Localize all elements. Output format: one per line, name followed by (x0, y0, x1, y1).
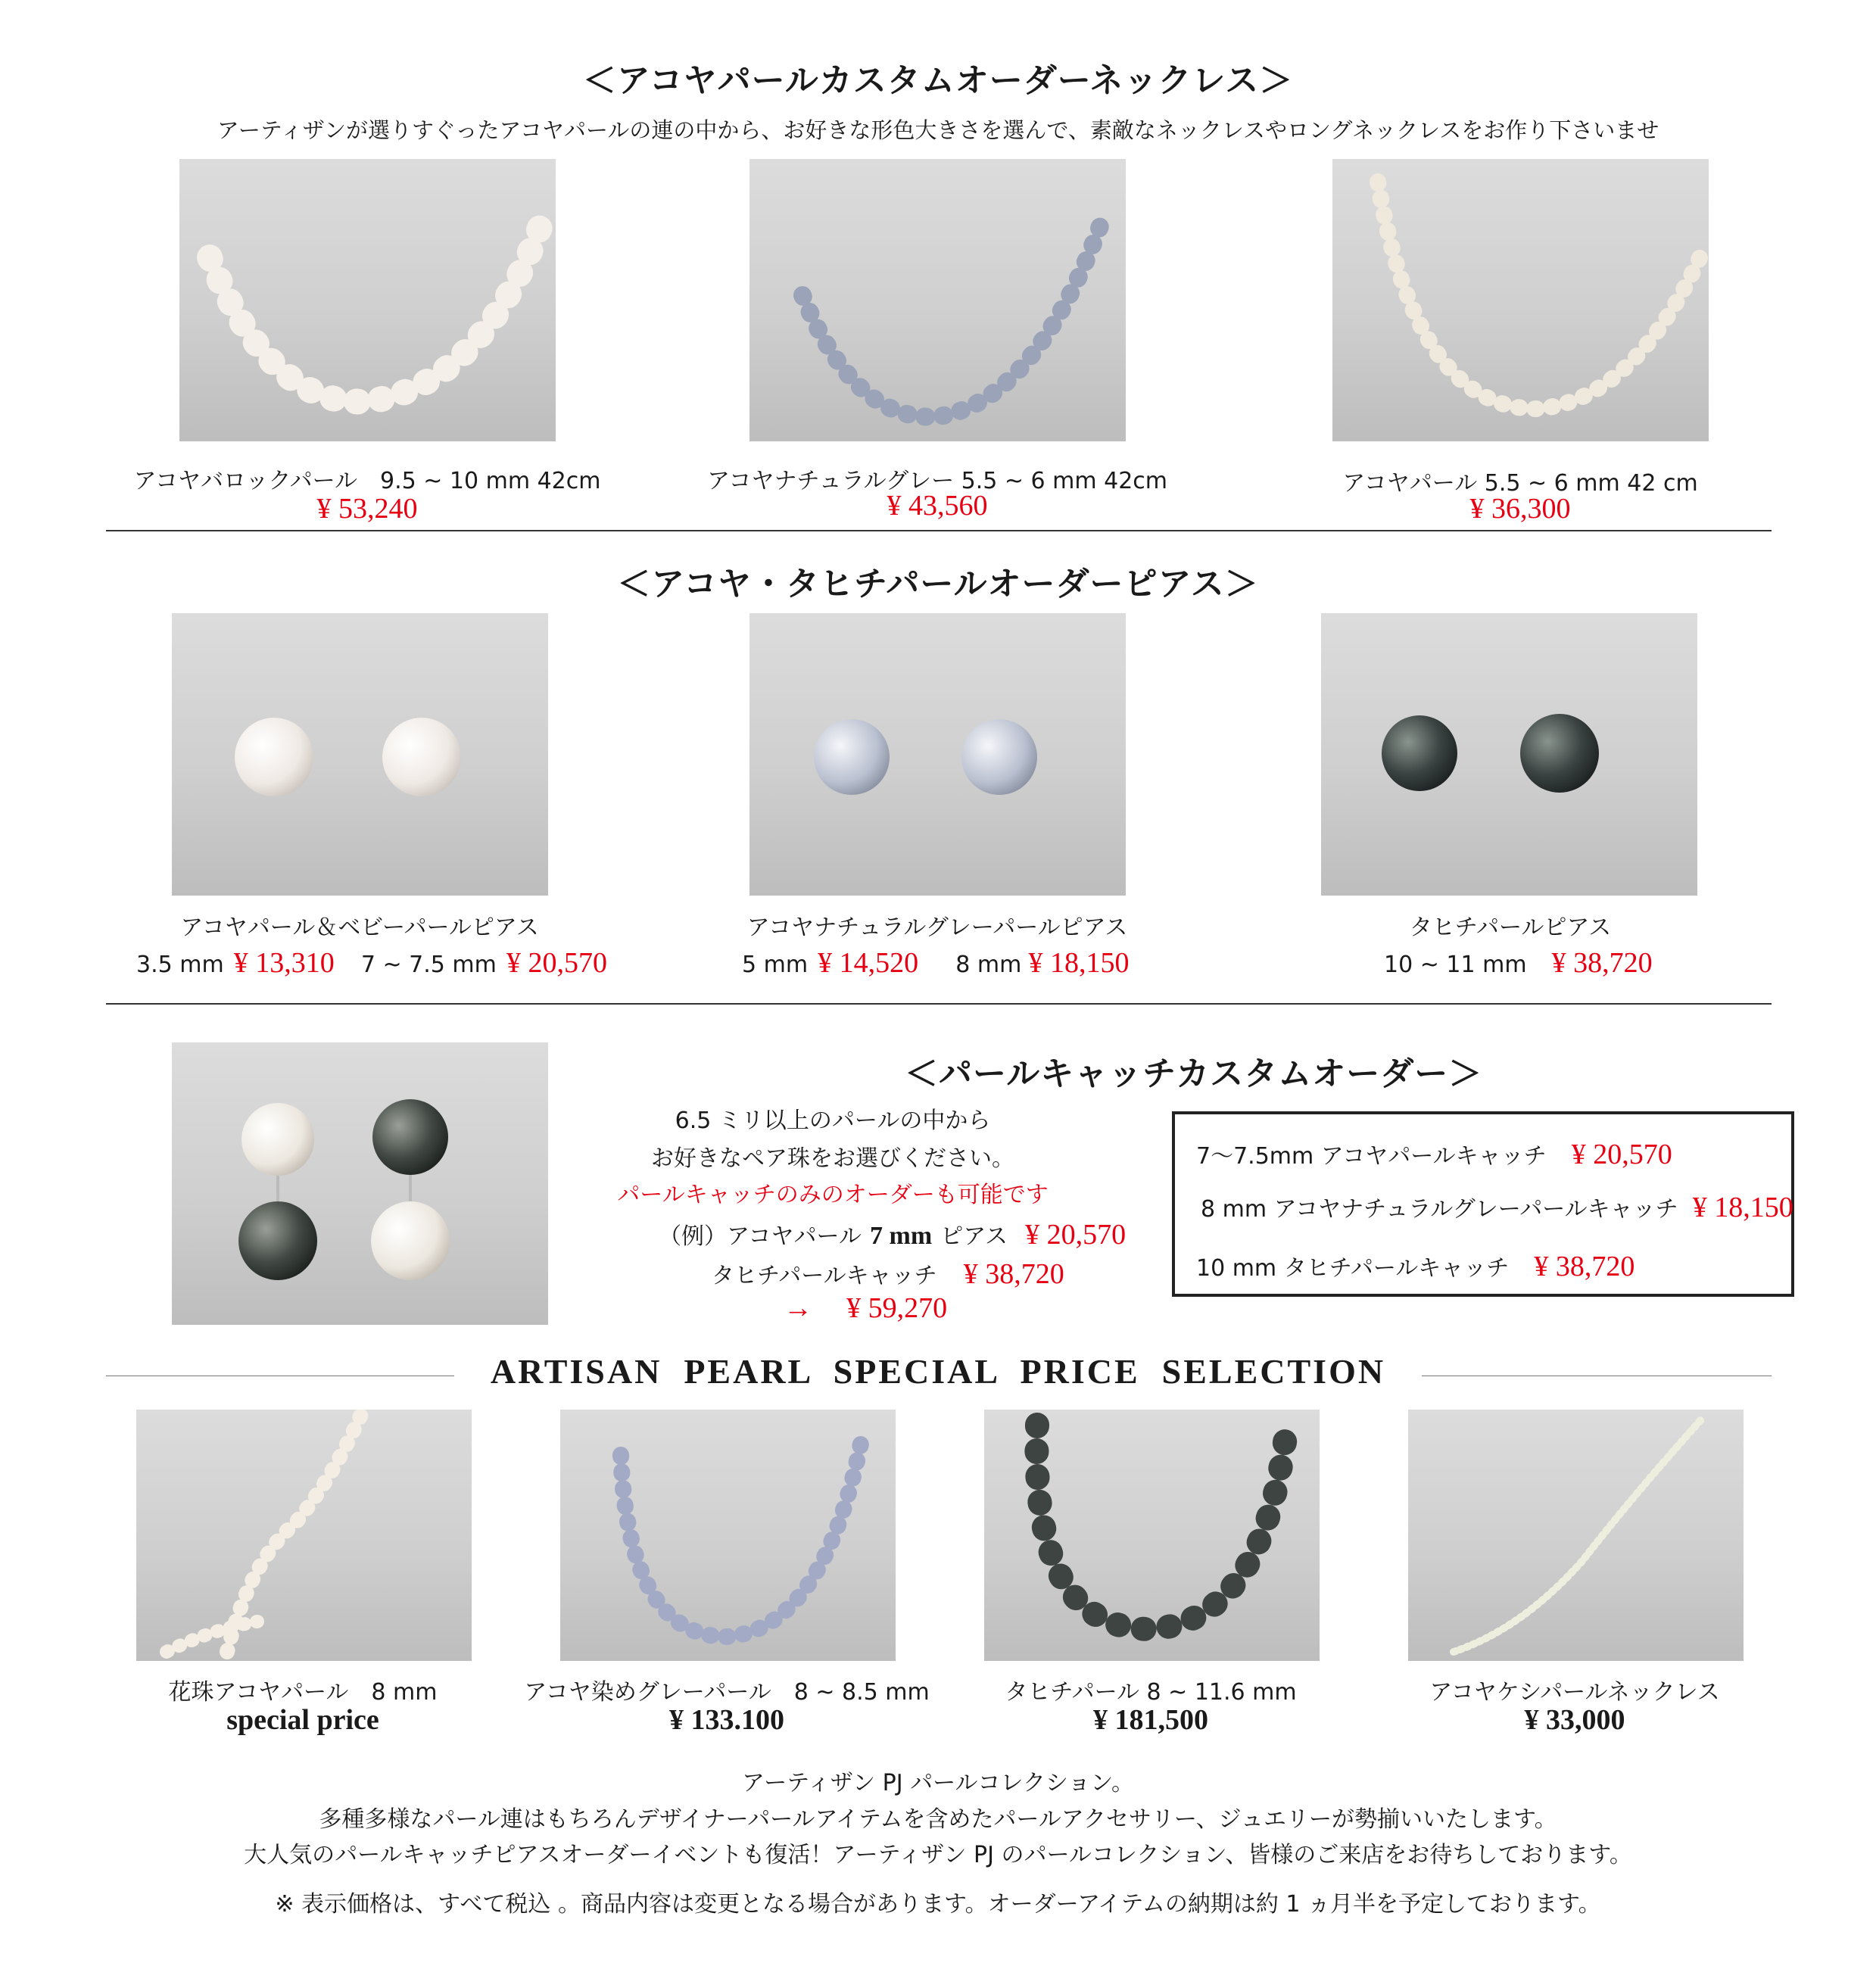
catch-box-label: 8 mm アコヤナチュラルグレーパールキャッチ (1201, 1196, 1678, 1223)
necklace-photo-akoya (1332, 159, 1709, 441)
special-photo-hanadama (136, 1410, 472, 1661)
earring-price: ¥ 38,720 (1551, 947, 1653, 979)
catch-example-label: （例）アコヤパール (659, 1223, 862, 1250)
catch-example-suffix: ピアス (940, 1223, 1008, 1250)
earring-price-row-1 (136, 946, 607, 980)
catch-box-price: ¥ 38,720 (1534, 1251, 1635, 1282)
earring-photo-grey (749, 613, 1126, 896)
catch-line-1: 6.5 ミリ以上のパールの中から (675, 1108, 991, 1134)
catch-line-2: お好きなペア珠をお選びください。 (651, 1145, 1014, 1172)
arrow-icon: → (784, 1292, 812, 1324)
section-divider (106, 530, 1772, 531)
footer-line-2: 多種多様なパール連はもちろんデザイナーパールアイテムを含めたパールアクセサリー、ジュエリーが勢揃いいたします。 (319, 1806, 1557, 1833)
catch-tahiti-label: タヒチパールキャッチ (712, 1263, 937, 1289)
earring-image (172, 613, 548, 896)
necklace-image (1332, 159, 1709, 441)
necklace-caption-1: アコヤバロックパール 9.5 ~ 10 mm 42cm (133, 468, 601, 494)
catch-box-row-1 (1196, 1137, 1672, 1171)
necklace-price-1: ¥ 53,240 (316, 493, 418, 525)
catch-box-label: 7〜7.5mm アコヤパールキャッチ (1196, 1143, 1547, 1170)
earring-caption-3: タヒチパールピアス (1409, 914, 1612, 941)
necklace-image (179, 159, 556, 441)
necklace-photo-natural-grey (749, 159, 1126, 441)
necklace-image (749, 159, 1126, 441)
footer-line-3: 大人気のパールキャッチピアスオーダーイベントも復活！アーティザン PJ のパールコレクション、皆様のご来店をお待ちしております。 (244, 1842, 1632, 1868)
catch-box-row-3 (1196, 1249, 1634, 1283)
earring-photo-akoya (172, 613, 548, 896)
necklace-caption-3: アコヤパール 5.5 ~ 6 mm 42 cm (1342, 470, 1698, 497)
necklace-image (560, 1410, 896, 1661)
necklace-photo-baroque (179, 159, 556, 441)
special-photo-dyed-grey (560, 1410, 896, 1661)
necklace-image (1408, 1410, 1744, 1661)
catch-example-price: ¥ 20,570 (1025, 1219, 1127, 1251)
pearl-catch-photo (172, 1042, 548, 1325)
earring-section-title: ＜アコヤ・タヒチパールオーダーピアス＞ (617, 565, 1259, 603)
catch-section-title: ＜パールキャッチカスタムオーダー＞ (905, 1055, 1483, 1093)
necklace-image (136, 1410, 472, 1661)
necklace-section-title: ＜アコヤパールカスタムオーダーネックレス＞ (582, 61, 1294, 100)
earring-caption-2: アコヤナチュラルグレーパールピアス (746, 914, 1128, 941)
footer-line-1: アーティザン PJ パールコレクション。 (742, 1770, 1134, 1796)
catch-example-size: 7 mm (870, 1222, 933, 1250)
section-divider (106, 1003, 1772, 1005)
catch-tahiti-row (712, 1257, 1064, 1291)
catch-example-row (659, 1217, 1126, 1251)
earring-price: ¥ 13,310 (233, 947, 335, 979)
catch-line-3-red: パールキャッチのみのオーダーも可能です (617, 1182, 1049, 1208)
earring-image (1321, 613, 1697, 896)
earring-size: 10 ~ 11 mm (1384, 952, 1527, 978)
special-price-3: ¥ 181,500 (1093, 1704, 1208, 1736)
earring-size: 5 mm (742, 952, 809, 978)
special-caption-1: 花珠アコヤパール 8 mm (168, 1679, 438, 1706)
earring-price: ¥ 20,570 (506, 947, 607, 979)
catch-price-box (1172, 1111, 1794, 1297)
catch-total-price: ¥ 59,270 (846, 1292, 948, 1324)
earring-price: ¥ 18,150 (1028, 947, 1130, 979)
special-caption-4: アコヤケシパールネックレス (1429, 1679, 1720, 1706)
necklace-caption-2: アコヤナチュラルグレー 5.5 ~ 6 mm 42cm (706, 468, 1168, 494)
earring-caption-1: アコヤパール＆ベビーパールピアス (180, 914, 539, 941)
earring-price-row-3 (1384, 946, 1653, 980)
catch-total-row (784, 1291, 947, 1325)
special-caption-3: タヒチパール 8 ~ 11.6 mm (1005, 1679, 1297, 1706)
necklace-section-subtitle: アーティザンが選りすぐったアコヤパールの連の中から、お好きな形色大きさを選んで、素敵なネックレスやロングネックレスをお作り下さいませ (217, 117, 1659, 143)
earring-image (749, 613, 1126, 896)
special-price-4: ¥ 33,000 (1524, 1704, 1625, 1736)
necklace-price-3: ¥ 36,300 (1469, 493, 1571, 525)
catch-tahiti-price: ¥ 38,720 (963, 1258, 1064, 1290)
earring-size: 7 ~ 7.5 mm (360, 952, 497, 978)
catch-box-price: ¥ 20,570 (1571, 1139, 1672, 1170)
special-photo-keshi (1408, 1410, 1744, 1661)
earring-size: 3.5 mm (136, 952, 224, 978)
necklace-price-2: ¥ 43,560 (887, 490, 988, 522)
footer-note: ※ 表示価格は、すべて税込 。商品内容は変更となる場合があります。オーダーアイテムの納期は約 1 ヵ月半を予定しております。 (275, 1891, 1601, 1918)
special-price-1: special price (226, 1704, 379, 1736)
earring-size: 8 mm (955, 952, 1022, 978)
special-caption-2: アコヤ染めグレーパール 8 ~ 8.5 mm (524, 1679, 930, 1706)
earring-price-row-2 (742, 946, 1129, 980)
special-section-title: ARTISAN PEARL SPECIAL PRICE SELECTION (490, 1352, 1386, 1391)
pearl-catch-image (172, 1042, 548, 1325)
catch-box-price: ¥ 18,150 (1692, 1192, 1793, 1223)
special-photo-tahiti (984, 1410, 1320, 1661)
earring-price: ¥ 14,520 (818, 947, 919, 979)
catch-box-label: 10 mm タヒチパールキャッチ (1196, 1255, 1510, 1282)
catch-box-row-2 (1201, 1190, 1793, 1224)
necklace-image (984, 1410, 1320, 1661)
earring-photo-tahiti (1321, 613, 1697, 896)
special-price-2: ¥ 133.100 (669, 1704, 784, 1736)
